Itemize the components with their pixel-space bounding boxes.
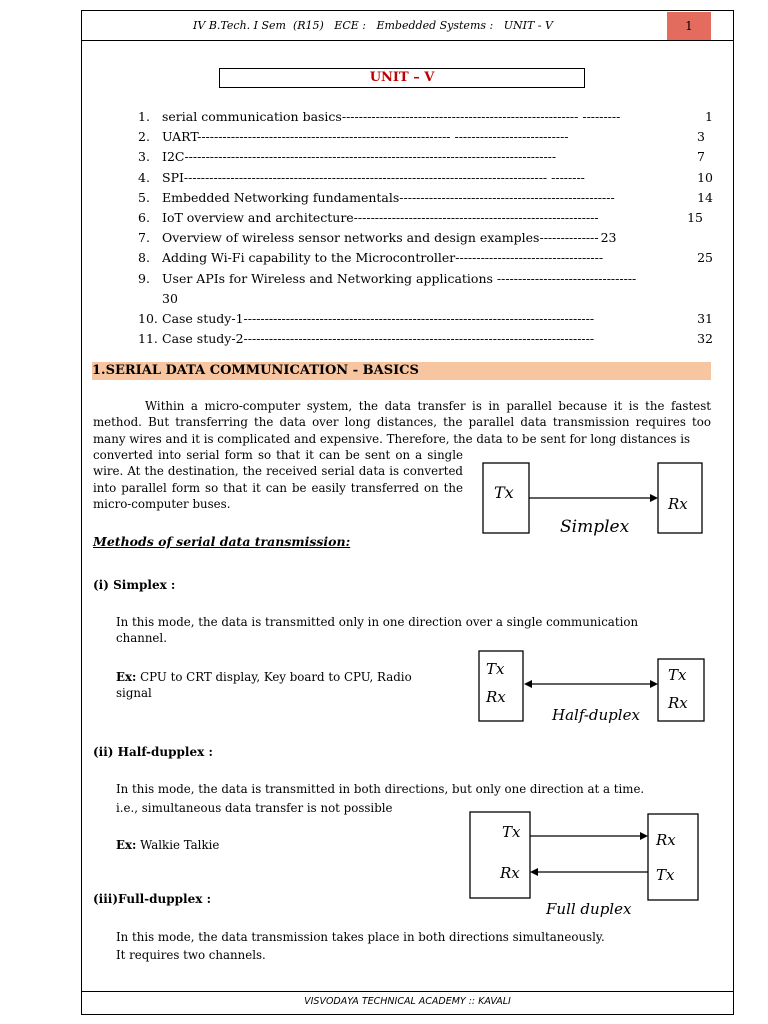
simplex-diagram bbox=[478, 458, 710, 552]
left-rx-label: Rx bbox=[486, 688, 506, 706]
tx-label: Tx bbox=[494, 483, 514, 502]
toc-item: 7. Overview of wireless sensor networks and design examples-------------- 23 bbox=[138, 230, 617, 246]
intro-paragraph: Within a micro-computer system, the data transfer is in parallel because it is the fastest method. But transferring the data over long distances, the parallel data transmission requires too many wires and it is complicated and expensive. Therefore, the data to be sent for long distances is bbox=[93, 399, 711, 446]
toc-item: 4. SPI-------------------------------------------------------------------------------------- -------- 10 bbox=[138, 169, 713, 185]
simplex-example: Ex: CPU to CRT display, Key board to CPU, Radio signal bbox=[116, 670, 412, 701]
half-duplex-example: Ex: Walkie Talkie bbox=[116, 838, 220, 852]
rx-label: Rx bbox=[668, 495, 688, 513]
page-number-badge: 1 bbox=[667, 12, 711, 40]
toc-item: 9. User APIs for Wireless and Networking applications --------------------------------- bbox=[138, 270, 637, 286]
left-tx-label: Tx bbox=[502, 823, 521, 841]
intro-paragraph-continued: converted into serial form so that it can be sent on a single wire. At the destination, the received serial data is converted into parallel form so that it can be easily transferred on the micro-computer buses. bbox=[93, 448, 463, 512]
half-duplex-note: i.e., simultaneous data transfer is not possible bbox=[116, 801, 393, 815]
toc-item-9-page: 30 bbox=[162, 290, 178, 306]
simplex-description: In this mode, the data is transmitted only in one direction over a single communication channel. bbox=[116, 615, 639, 646]
left-tx-label: Tx bbox=[486, 660, 505, 678]
right-rx-label: Rx bbox=[656, 831, 676, 849]
methods-heading: Methods of serial data transmission: bbox=[93, 534, 351, 549]
half-duplex-heading: (ii) Half-dupplex : bbox=[93, 745, 213, 759]
header-rule bbox=[82, 40, 733, 41]
toc-item: 11. Case study-2----------------------------------------------------------------------------------- 32 bbox=[138, 330, 713, 346]
left-box bbox=[470, 812, 530, 898]
full-duplex-heading: (iii)Full-dupplex : bbox=[93, 892, 212, 906]
full-duplex-description: In this mode, the data transmission takes place in both directions simultaneously. bbox=[116, 930, 605, 944]
full-duplex-note: It requires two channels. bbox=[116, 948, 266, 962]
right-rx-label: Rx bbox=[668, 694, 688, 712]
simplex-heading: (i) Simplex : bbox=[93, 578, 176, 592]
simplex-caption: Simplex bbox=[560, 517, 630, 537]
full-duplex-diagram bbox=[464, 806, 708, 922]
page-footer: VISVODAYA TECHNICAL ACADEMY :: KAVALI bbox=[304, 996, 511, 1007]
table-of-contents bbox=[138, 107, 713, 349]
left-rx-label: Rx bbox=[500, 864, 520, 882]
footer-rule bbox=[82, 991, 733, 992]
toc-item: 10. Case study-1----------------------------------------------------------------------------------- 31 bbox=[138, 310, 713, 326]
toc-item: 2. UART------------------------------------------------------------ --------------------------- 3 bbox=[138, 129, 705, 145]
toc-item: 8. Adding Wi-Fi capability to the Microcontroller----------------------------------- 25 bbox=[138, 250, 713, 266]
toc-item: 5. Embedded Networking fundamentals--------------------------------------------------- 14 bbox=[138, 189, 713, 205]
unit-title: UNIT – V bbox=[219, 68, 585, 88]
toc-item: 6. IoT overview and architecture---------------------------------------------------------- 15 bbox=[138, 209, 703, 225]
right-box bbox=[648, 814, 698, 900]
section-heading: 1.SERIAL DATA COMMUNICATION - BASICS bbox=[92, 362, 711, 380]
toc-item: 1. serial communication basics-------------------------------------------------------- --------- 1 bbox=[138, 109, 713, 124]
page-header: IV B.Tech. I Sem (R15) ECE : Embedded Systems : UNIT - V bbox=[193, 19, 553, 32]
right-tx-label: Tx bbox=[656, 866, 675, 884]
right-tx-label: Tx bbox=[668, 666, 687, 684]
half-duplex-description: In this mode, the data is transmitted in both directions, but only one direction at a time. bbox=[116, 782, 645, 796]
full-duplex-caption: Full duplex bbox=[546, 900, 632, 918]
half-duplex-diagram bbox=[474, 646, 712, 734]
half-duplex-caption: Half-duplex bbox=[552, 706, 640, 724]
toc-item: 3. I2C---------------------------------------------------------------------------------------- 7 bbox=[138, 149, 705, 165]
